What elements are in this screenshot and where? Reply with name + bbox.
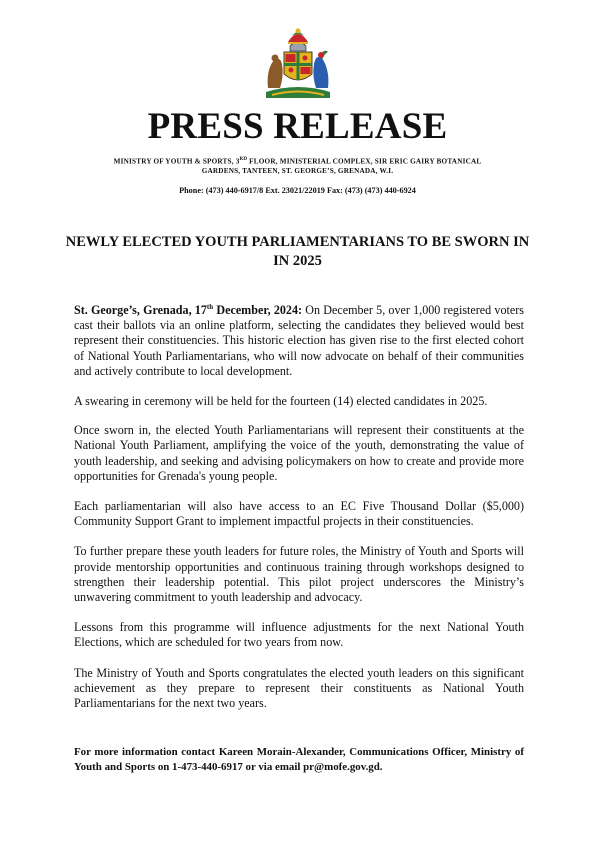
paragraph-6: Lessons from this programme will influence adjustments for the next National Youth Elections, which are scheduled for two years from now. (74, 620, 524, 650)
paragraph-7: The Ministry of Youth and Sports congratulates the elected youth leaders on this significant achievement as they prepare to represent their constituents as National Youth Parliamentarians for the next two years. (74, 665, 524, 711)
contact-information: For more information contact Kareen Morain-Alexander, Communications Officer, Ministry of Youth and Sports on 1-473-440-6917 or via email pr@mofe.gov.gd. (74, 746, 524, 773)
paragraph-1 (74, 303, 524, 379)
address-line-1: MINISTRY OF YOUTH & SPORTS, 3 (113, 157, 240, 166)
paragraph-5: To further prepare these youth leaders for future roles, the Ministry of Youth and Sports will provide mentorship opportunities and continuous training through workshops designed to strengthen their leadership potential. This pilot project underscores the Ministry’s unwavering commitment to youth leadership and advocacy. (74, 544, 524, 605)
press-release-title: PRESS RELEASE (147, 106, 448, 147)
dateline-ordinal: th (206, 302, 214, 311)
headline: NEWLY ELECTED YOUTH PARLIAMENTARIANS TO BE SWORN IN IN 2025 (65, 234, 530, 269)
paragraph-1-text: On December 5, over 1,000 registered voters cast their ballots via an online platform, selecting the candidates they believed would best represent their constituencies. This historic election has given rise to the first elected cohort of National Youth Parliamentarians, who will now advocate on behalf of their communities and actively contribute to local development. (74, 303, 524, 378)
address-line-1-rest: FLOOR, MINISTERIAL COMPLEX, SIR ERIC GAIRY BOTANICAL (247, 157, 482, 166)
address-ordinal: RD (239, 157, 248, 162)
grenada-coat-of-arms-logo (258, 22, 338, 102)
press-release-body (74, 303, 524, 726)
dateline: St. George’s, Grenada, 17 (74, 303, 207, 317)
paragraph-3: Once sworn in, the elected Youth Parliamentarians will represent their constituents at the National Youth Parliament, amplifying the voice of the youth, demonstrating the value of youth leadership, and seeking and advising policymakers on how to create and provide more opportunities for Grenada's young people. (74, 423, 524, 483)
paragraph-2: A swearing in ceremony will be held for the fourteen (14) elected candidates in 2025. (74, 394, 488, 409)
phone-fax-line: Phone: (473) 440-6917/8 Ext. 23021/22019 Fax: (473) (473) 440-6924 (179, 186, 416, 195)
ministry-address (60, 155, 535, 176)
dateline-rest: December, 2024: (213, 303, 303, 317)
address-line-2: GARDENS, TANTEEN, ST. GEORGE’S, GRENADA, W.I. (201, 167, 394, 176)
paragraph-4: Each parliamentarian will also have access to an EC Five Thousand Dollar ($5,000) Community Support Grant to implement impactful projects in their constituencies. (74, 499, 524, 529)
